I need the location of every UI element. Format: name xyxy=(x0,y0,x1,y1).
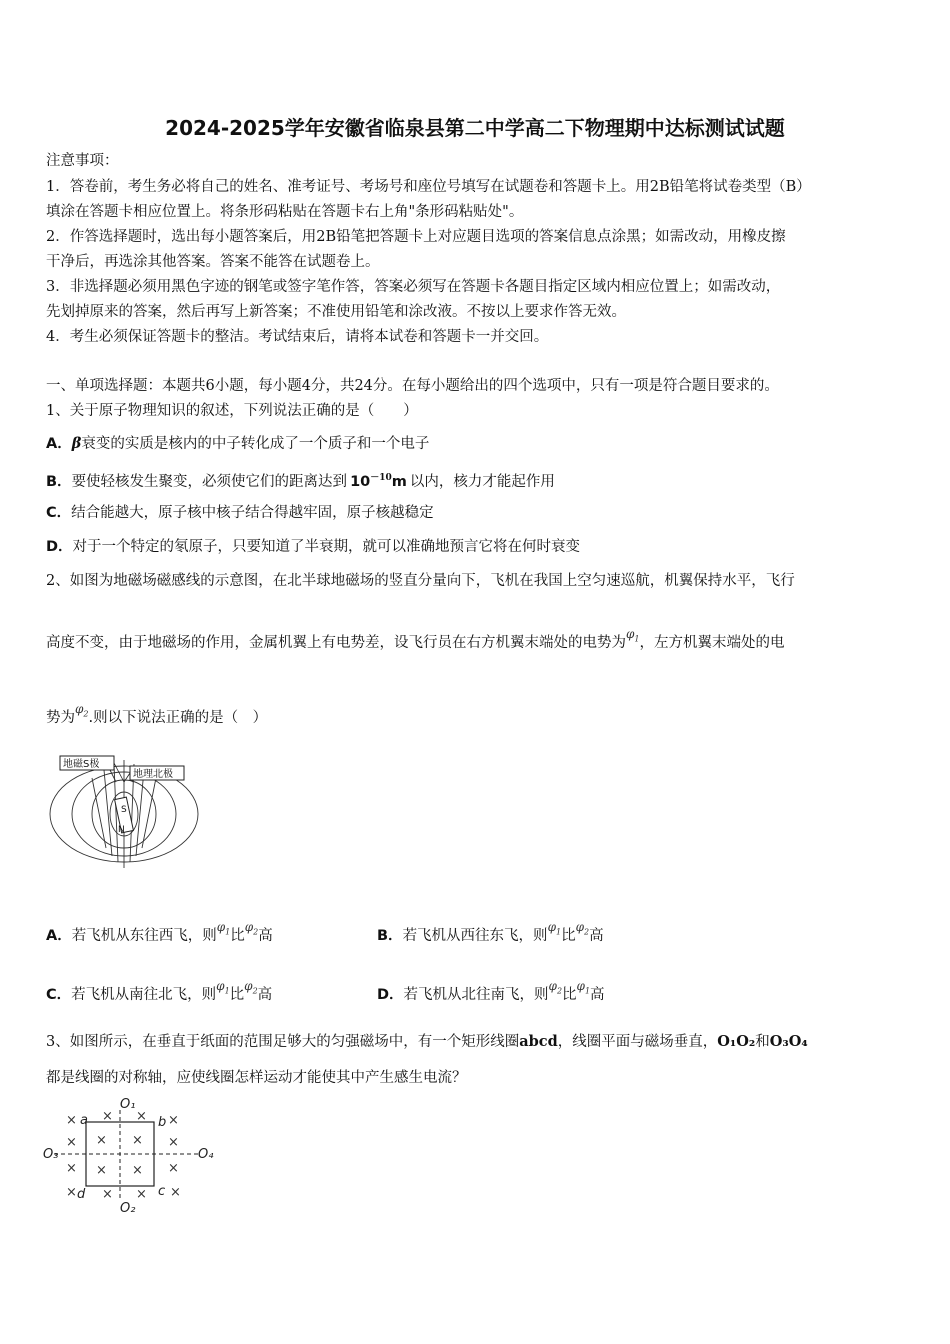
notice-line: 1．答卷前，考生务必将自己的姓名、准考证号、考场号和座位号填写在试题卷和答题卡上。用2B铅笔将试卷类型（B） xyxy=(46,179,811,195)
fig-label-geomagnetic-s: 地磁S极 xyxy=(63,759,100,770)
fig-s-letter: S xyxy=(121,805,127,815)
field-cross: × xyxy=(66,1135,77,1150)
label-o2: O₂ xyxy=(120,1201,136,1216)
stem-text: 势为 xyxy=(46,710,75,726)
q2-stem-line2 xyxy=(46,627,785,657)
option-text: 高 xyxy=(589,928,604,944)
option-label: B． xyxy=(377,928,403,944)
option-text: 高 xyxy=(258,928,273,944)
phi-2-symbol: φ2 xyxy=(575,920,590,937)
phi-2-symbol: φ2 xyxy=(548,979,563,996)
field-cross: × xyxy=(132,1163,143,1178)
field-cross: × xyxy=(168,1161,179,1176)
label-o4: O₄ xyxy=(198,1147,214,1162)
label-c: c xyxy=(158,1184,166,1199)
fig-label-geographic-n: 地理北极 xyxy=(133,769,173,780)
stem-text: ，左方机翼末端处的电 xyxy=(639,635,785,651)
option-label: D． xyxy=(377,987,404,1003)
q1-stem: 1、关于原子物理知识的叙述，下列说法正确的是（ ） xyxy=(46,403,418,419)
q1-option-c[interactable] xyxy=(46,504,434,522)
page-title: 2024-2025学年安徽省临泉县第二中学高二下物理期中达标测试试题 xyxy=(165,116,785,140)
field-cross: × xyxy=(96,1133,107,1148)
q2-option-c[interactable] xyxy=(46,979,273,1009)
option-text: 若飞机从北往南飞，则 xyxy=(403,987,549,1003)
label-b: b xyxy=(158,1115,167,1130)
option-text: 比 xyxy=(230,928,245,944)
q2-option-d[interactable] xyxy=(377,979,605,1009)
option-label: C． xyxy=(46,987,72,1003)
field-cross: × xyxy=(132,1133,143,1148)
q1-option-a[interactable] xyxy=(46,435,429,453)
option-text: 衰变的实质是核内的中子转化成了一个质子和一个电子 xyxy=(81,436,430,452)
q2-option-a[interactable] xyxy=(46,920,273,950)
option-text: 对于一个特定的氡原子，只要知道了半衰期，就可以准确地预言它将在何时衰变 xyxy=(72,539,581,555)
field-cross: × xyxy=(66,1161,77,1176)
unit: m xyxy=(391,473,407,490)
q2-stem-line3 xyxy=(46,702,268,732)
phi-1-symbol: φ1 xyxy=(626,627,640,644)
option-label: C． xyxy=(46,505,72,521)
notice-line: 4．考生必须保证答题卡的整洁。考试结束后，请将本试卷和答题卡一并交回。 xyxy=(46,329,549,345)
option-label: A． xyxy=(46,436,72,452)
q3-stem-line1 xyxy=(46,1033,808,1051)
option-text: 比 xyxy=(561,928,576,944)
notice-line: 3．非选择题必须用黑色字迹的钢笔或签字笔作答，答案必须写在答题卡各题目指定区域内相应位置上；如需改动， xyxy=(46,279,781,295)
label-o3: O₃ xyxy=(43,1147,59,1162)
notice-line: 填涂在答题卡相应位置上。将条形码粘贴在答题卡右上角"条形码粘贴处"。 xyxy=(46,204,524,220)
fig-n-letter: N xyxy=(118,825,125,835)
q3-stem-line2: 都是线圈的对称轴，应使线圈怎样运动才能使其中产生感生电流？ xyxy=(46,1070,467,1086)
label-d: d xyxy=(77,1187,86,1202)
power-base: 10 xyxy=(350,473,371,490)
q2-stem-line1: 2、如图为地磁场磁感线的示意图，在北半球地磁场的竖直分量向下，飞机在我国上空匀速巡航，机翼保持水平，飞行 xyxy=(46,573,795,589)
phi-1-symbol: φ1 xyxy=(576,979,591,996)
label-a: a xyxy=(80,1113,88,1128)
q1-option-d[interactable] xyxy=(46,538,580,556)
option-text: 比 xyxy=(562,987,577,1003)
field-cross: × xyxy=(102,1187,113,1202)
section-heading: 一、单项选择题：本题共6小题，每小题4分，共24分。在每小题给出的四个选项中，只有一项是符合题目要求的。 xyxy=(46,378,779,394)
stem-text: abcd xyxy=(519,1033,558,1050)
field-cross: × xyxy=(136,1109,147,1124)
option-text: 高 xyxy=(257,987,273,1003)
option-text: 结合能越大，原子核中核子结合得越牢固，原子核越稳定 xyxy=(71,505,434,521)
notice-line: 先划掉原来的答案，然后再写上新答案；不准使用铅笔和涂改液。不按以上要求作答无效。 xyxy=(46,304,626,320)
phi-2-symbol: φ2 xyxy=(75,702,89,719)
stem-text: O₁O₂ xyxy=(717,1033,756,1050)
option-label: A． xyxy=(46,928,72,944)
earth-magnetic-field-figure xyxy=(44,752,206,870)
stem-text: .则以下说法正确的是（ ） xyxy=(88,710,268,726)
notice-line: 2．作答选择题时，选出每小题答案后，用2B铅笔把答题卡上对应题目选项的答案信息点涂黑；如需改动，用橡皮擦 xyxy=(46,229,786,245)
option-text: 以内，核力才能起作用 xyxy=(409,473,555,490)
field-cross: × xyxy=(168,1135,179,1150)
stem-text: 高度不变，由于地磁场的作用，金属机翼上有电势差，设飞行员在右方机翼末端处的电势为 xyxy=(46,635,626,651)
label-o1: O₁ xyxy=(120,1097,136,1112)
option-label: B． xyxy=(46,473,72,490)
phi-1-symbol: φ1 xyxy=(216,979,230,996)
option-text: 若飞机从西往东飞，则 xyxy=(402,928,548,944)
beta-symbol: β xyxy=(71,435,82,452)
rectangular-coil-figure xyxy=(40,1096,220,1216)
phi-1-symbol: φ1 xyxy=(216,920,231,937)
field-cross: × xyxy=(66,1113,77,1128)
phi-2-symbol: φ2 xyxy=(244,920,259,937)
option-text: 比 xyxy=(229,987,245,1003)
stem-text: O₃O₄ xyxy=(769,1033,808,1050)
option-text: 若飞机从东往西飞，则 xyxy=(71,928,217,944)
stem-text: ，线圈平面与磁场垂直， xyxy=(557,1034,718,1050)
q1-option-b[interactable] xyxy=(46,469,555,491)
phi-2-symbol: φ2 xyxy=(244,979,258,996)
stem-text: 3、如图所示，在垂直于纸面的范围足够大的匀强磁场中，有一个矩形线圈 xyxy=(46,1034,520,1050)
option-text: 高 xyxy=(590,987,605,1003)
field-cross: × xyxy=(96,1163,107,1178)
field-cross: × xyxy=(66,1185,77,1200)
option-label: D． xyxy=(46,539,73,555)
notice-line: 干净后，再选涂其他答案。答案不能答在试题卷上。 xyxy=(46,254,380,270)
notice-heading: 注意事项： xyxy=(46,153,119,169)
option-text: 要使轻核发生聚变，必须使它们的距离达到 xyxy=(71,473,348,490)
power-exponent: －10 xyxy=(370,473,392,483)
field-cross: × xyxy=(136,1187,147,1202)
q2-option-b[interactable] xyxy=(377,920,604,950)
field-cross: × xyxy=(102,1109,113,1124)
field-cross: × xyxy=(168,1113,179,1128)
phi-1-symbol: φ1 xyxy=(547,920,562,937)
option-text: 若飞机从南往北飞，则 xyxy=(71,987,217,1003)
stem-text: 和 xyxy=(755,1034,770,1050)
field-cross: × xyxy=(170,1185,181,1200)
